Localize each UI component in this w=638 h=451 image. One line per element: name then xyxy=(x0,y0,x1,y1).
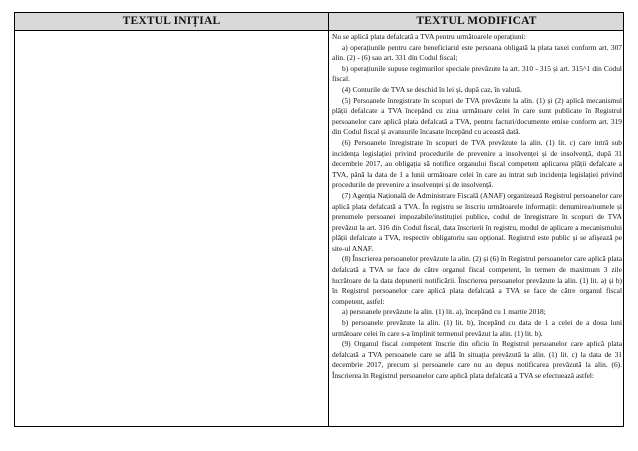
header-original-text: TEXTUL INIȚIAL xyxy=(122,15,221,27)
paragraph-8b: b) persoanele prevăzute la alin. (1) lit. b), începând cu data de 1 a celei de a doua luni următoare celei în care s-a împlinit termenul prevăzut la alin. (1) lit. b). xyxy=(332,318,622,338)
paragraph-intro: Nu se aplică plata defalcată a TVA pentru următoarele operațiuni: xyxy=(332,32,526,41)
paragraph-8a: a) persoanele prevăzute la alin. (1) lit. a), începând cu 1 martie 2018; xyxy=(342,307,546,317)
table-header xyxy=(15,13,623,31)
paragraph-3a: a) operațiunile pentru care beneficiarul este persoana obligată la plata taxei conform art. 307 alin. (2) - (6) sau art. 331 din Codul fiscal; xyxy=(332,42,622,63)
paragraph-3b: b) operațiunile supuse regimurilor speciale prevăzute la art. 310 - 315 și art. 315^1 din Codul fiscal. xyxy=(332,63,622,84)
paragraph-6: (6) Persoanele înregistrate în scopuri de TVA prevăzute la alin. (1) lit. c) care intră sub incidența legislației privind procedurile de prevenire a insolvenței și de insolvență, după 31 decembrie 2017, au obligația să notifice organului fiscal competent aplicarea plății defalcate a TVA, până la data de 1 a lunii următoare celei în care au intrat sub incidența legislației privind procedurile de prevenire a insolvenței și de insolvență. xyxy=(332,137,622,190)
paragraph-9: (9) Organul fiscal competent înscrie din oficiu în Registrul persoanelor care aplică plata defalcată a TVA persoanele care se află în situația prevăzută la alin. (1) lit. c) la data de 31 decembrie 2017, precum și persoanele care nu au depus notificarea prevăzută la alin. (6). Înscrierea în Registrul persoanelor care aplică plata defalcată a TVA se efectuează astfel: xyxy=(332,339,622,380)
modified-text-column xyxy=(332,32,622,426)
paragraph-4: (4) Conturile de TVA se deschid în lei și, după caz, în valută. xyxy=(342,84,522,94)
comparison-table xyxy=(14,12,624,427)
header-modified-text: TEXTUL MODIFICAT xyxy=(416,15,537,27)
column-divider xyxy=(328,13,329,426)
paragraph-5: (5) Persoanele înregistrate în scopuri de TVA prevăzute la alin. (1) și (2) aplică mecanismul plății defalcate a TVA începând cu ziua următoare celei în care sunt publicate în Registrul persoanelor care aplică plata defalcată a TVA, pentru facturi/documente emise conform art. 319 din Codul fiscal și avansurile încasate începând cu această dată. xyxy=(332,95,622,137)
paragraph-7: (7) Agenția Națională de Administrare Fiscală (ANAF) organizează Registrul persoanelor care aplică plata defalcată a TVA. În registru se înscriu următoarele informații: denumirea/numele și prenumele persoanei impozabile/instituției publice, codul de înregistrare în scopuri de TVA prevăzut la art. 316 din Codul fiscal, data înscrierii în registru, modul de aplicare a mecanismului plății defalcate a TVA, respectiv obligatoriu sau opțional. Registrul este public și se afișează pe site-ul ANAF. xyxy=(332,190,622,253)
paragraph-8: (8) Înscrierea persoanelor prevăzute la alin. (2) și (6) în Registrul persoanelor care aplică plata defalcată a TVA se face de către organul fiscal competent, în termen de maximum 3 zile lucrătoare de la data depunerii notificării. Înscrierea persoanelor prevăzute la alin. (1) lit. a) și b) în Registrul persoanelor care aplică plata defalcată a TVA se face de către organul fiscal competent, astfel: xyxy=(332,254,622,306)
